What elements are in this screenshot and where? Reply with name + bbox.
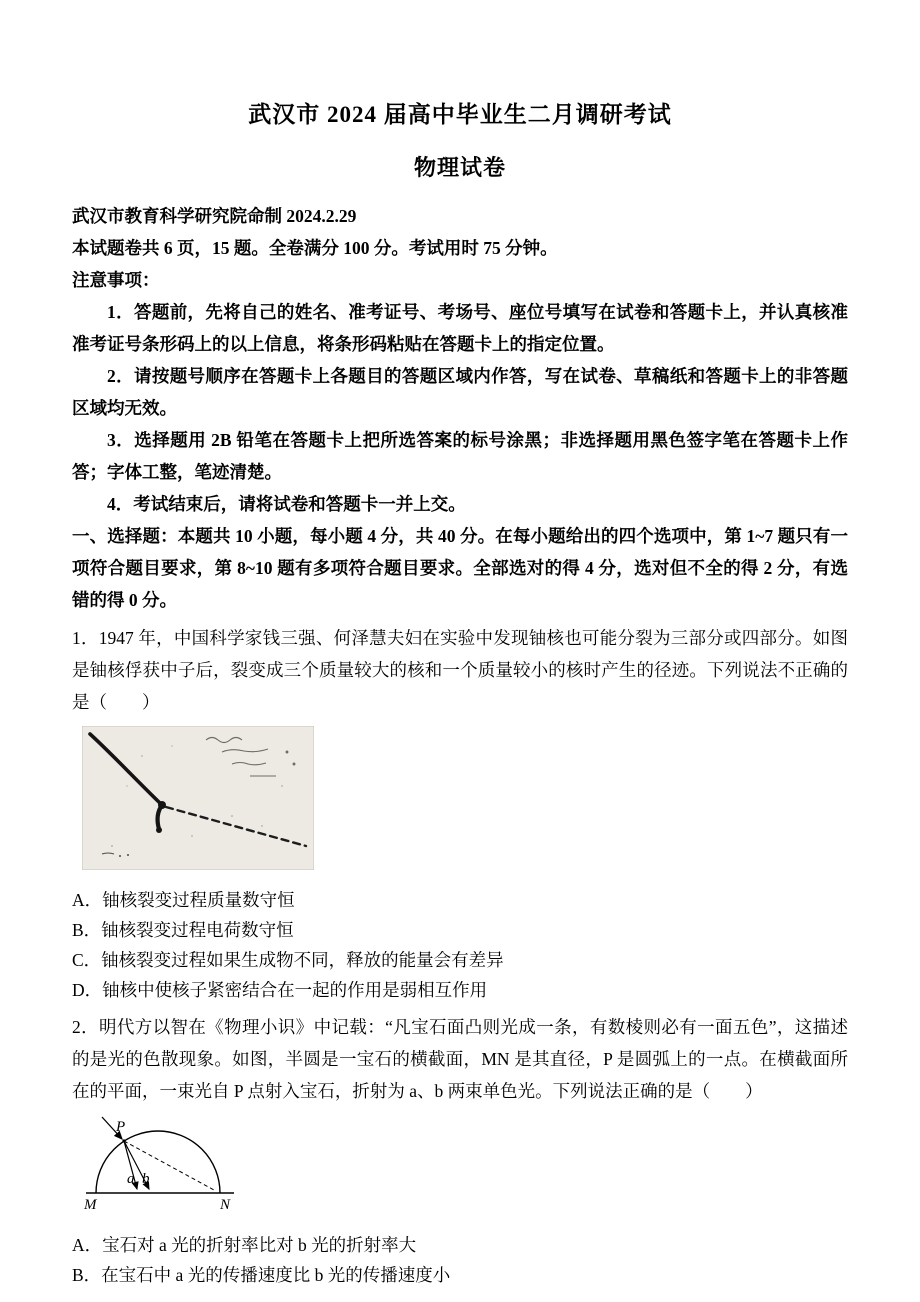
notice-item-4: 4．考试结束后，请将试卷和答题卡一并上交。 (107, 494, 466, 514)
label-b: b (142, 1171, 150, 1187)
exam-info-line: 本试题卷共 6 页，15 题。全卷满分 100 分。考试用时 75 分钟。 (72, 238, 558, 258)
question-2-text: 2．明代方以智在《物理小识》中记载：“凡宝石面凸则光成一条，有数棱则必有一面五色”，这描述的是光的色散现象。如图，半圆是一宝石的横截面，MN 是其直径，P 是圆弧上的一点。在横截面所在的平面，一束光自 P 点射入宝石，折射为 a、b 两束单色光。下列说法正确的是（ ） (72, 1017, 848, 1101)
label-M: M (84, 1197, 97, 1213)
cloud-chamber-photo (82, 726, 314, 870)
question-1-text: 1．1947 年，中国科学家钱三强、何泽慧夫妇在实验中发现铀核也可能分裂为三部分或四部分。如图是铀核俘获中子后，裂变成三个质量较大的核和一个质量较小的核时产生的径迹。下列说法不正确的是（ ） (72, 628, 848, 712)
label-a: a (127, 1171, 135, 1187)
q2-option-a: A．宝石对 a 光的折射率比对 b 光的折射率大 (72, 1235, 417, 1255)
question-2-options (72, 1230, 848, 1290)
gem-semicircle-diagram (82, 1115, 252, 1215)
q2-option-b: B．在宝石中 a 光的传播速度比 b 光的传播速度小 (72, 1265, 451, 1285)
label-P: P (116, 1119, 126, 1135)
issuer-line: 武汉市教育科学研究院命制 2024.2.29 (72, 206, 357, 226)
q1-option-b: B．铀核裂变过程电荷数守恒 (72, 920, 294, 940)
section1-header: 一、选择题：本题共 10 小题，每小题 4 分，共 40 分。在每小题给出的四个选项中，第 1~7 题只有一项符合题目要求，第 8~10 题有多项符合题目要求。全部选对的得 4 分，选对但不全的得 2 分，有选错的得 0 分。 (72, 526, 848, 610)
q1-option-a: A．铀核裂变过程质量数守恒 (72, 890, 295, 910)
q1-option-c: C．铀核裂变过程如果生成物不同，释放的能量会有差异 (72, 950, 504, 970)
paper-title: 武汉市 2024 届高中毕业生二月调研考试 (248, 102, 672, 127)
notice-item-3: 3．选择题用 2B 铅笔在答题卡上把所选答案的标号涂黑；非选择题用黑色签字笔在答题卡上作答；字体工整，笔迹清楚。 (72, 430, 848, 482)
notice-title: 注意事项： (72, 270, 160, 290)
question-1-options (72, 885, 848, 1005)
q1-option-d: D．铀核中使核子紧密结合在一起的作用是弱相互作用 (72, 980, 488, 1000)
notice-item-1: 1．答题前，先将自己的姓名、准考证号、考场号、座位号填写在试卷和答题卡上，并认真核准准考证号条形码上的以上信息，将条形码粘贴在答题卡上的指定位置。 (72, 302, 848, 354)
paper-subtitle: 物理试卷 (413, 155, 506, 180)
question-1-figure (82, 726, 848, 875)
question-2-figure (82, 1115, 848, 1220)
notice-item-2: 2．请按题号顺序在答题卡上各题目的答题区域内作答，写在试卷、草稿纸和答题卡上的非答题区域均无效。 (72, 366, 848, 418)
label-N: N (220, 1197, 231, 1213)
